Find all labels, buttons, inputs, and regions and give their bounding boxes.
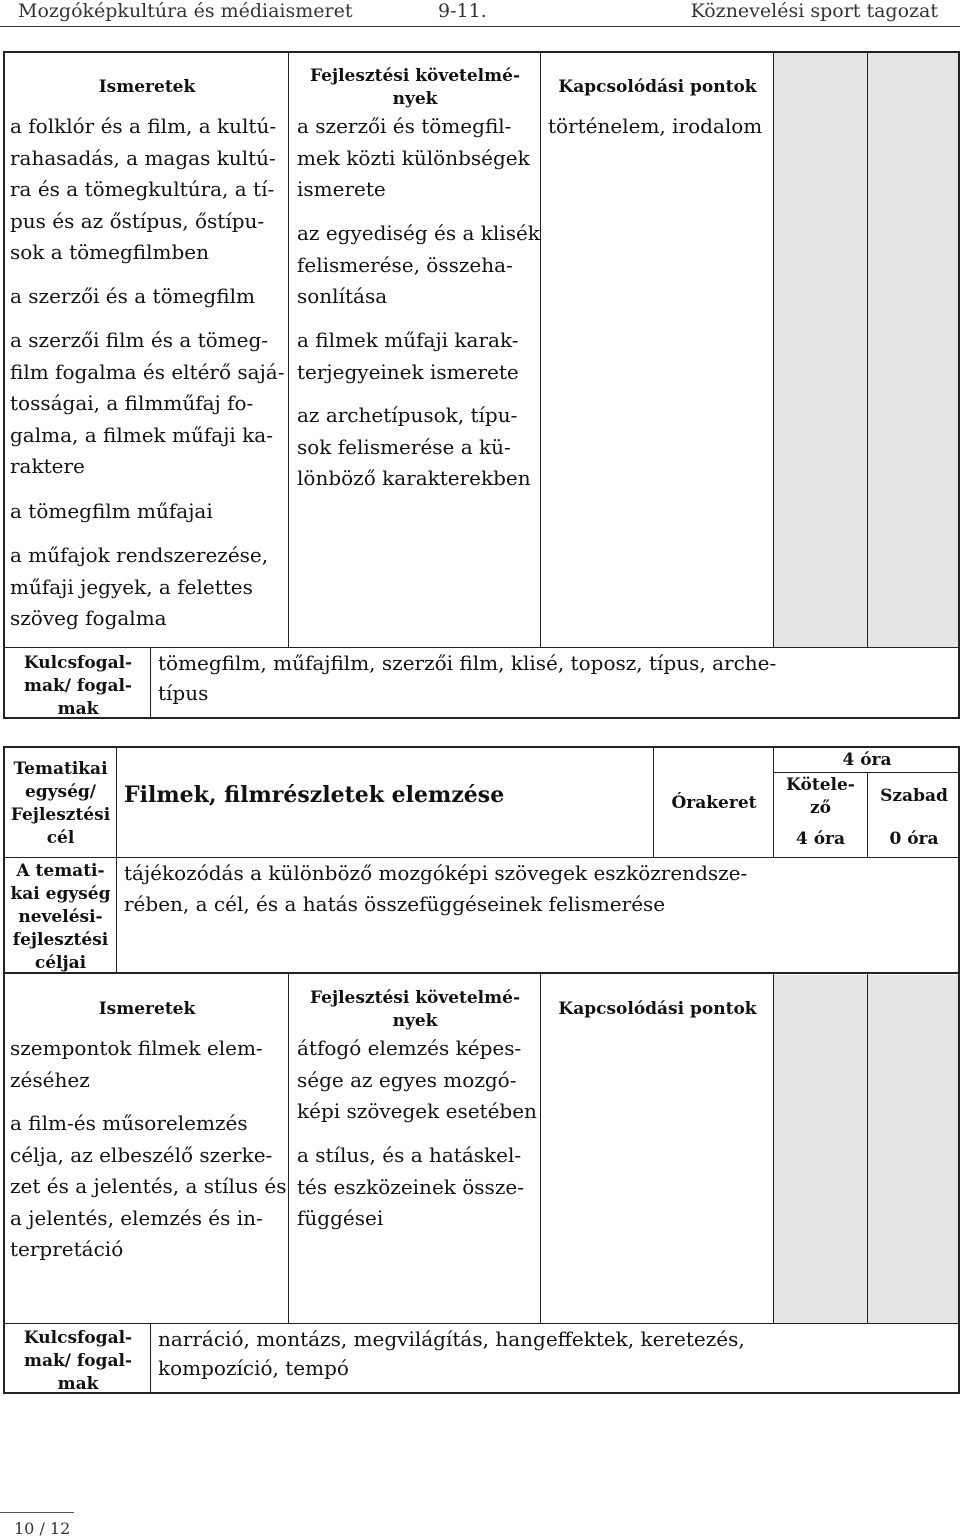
ismeretek-item: a műfajok rendszerezése, műfaji jegyek, a felettes szöveg fogalma bbox=[10, 543, 269, 630]
szabad-hours: 0 óra bbox=[889, 829, 939, 849]
ismeretek-item: a film-és műsorelemzés célja, az elbeszélő szerke- zet és a jelentés, a stílus és a jelentés, elemzés és in- terpretáció bbox=[10, 1111, 287, 1261]
col-header-ismeretek: Ismeretek bbox=[98, 999, 196, 1019]
col-header-kapcsolodasi: Kapcsolódási pontok bbox=[558, 77, 757, 97]
fejlesztesi-item: az archetípusok, típu- sok felismerése a kü- lönböző karakterekben bbox=[297, 403, 531, 490]
ismeretek-item: a szerzői film és a tömeg- film fogalma és eltérő sajá- tosságai, a filmműfaj fo- galma, a filmek műfaji ka- raktere bbox=[10, 328, 285, 478]
col-header-fejlesztesi: Fejlesztési követelmé- nyek bbox=[309, 66, 521, 109]
tematikai-label: Tematikai egység/ Fejlesztési cél bbox=[10, 759, 111, 848]
total-hours: 4 óra bbox=[842, 750, 892, 770]
kotelezo-label: Kötele- ző bbox=[786, 775, 855, 818]
header-subject: Mozgóképkultúra és médiaismeret bbox=[18, 0, 353, 22]
kulcsfogalmak-label: Kulcsfogal- mak/ fogal- mak bbox=[23, 653, 133, 719]
kulcsfogalmak-value: narráció, montázs, megvilágítás, hangeffektek, keretezés, kompozíció, tempó bbox=[158, 1327, 745, 1380]
col-header-kapcsolodasi: Kapcsolódási pontok bbox=[558, 999, 757, 1019]
celjai-label: A temati- kai egység nevelési- fejlesztési céljai bbox=[10, 861, 111, 973]
ismeretek-item: a tömegfilm műfajai bbox=[10, 499, 213, 523]
header-grade: 9-11. bbox=[438, 0, 487, 22]
celjai-value: tájékozódás a különböző mozgóképi szövegek eszközrendsze- rében, a cél, és a hatás összefüggéseinek felismerése bbox=[124, 861, 748, 916]
fejlesztesi-item: a stílus, és a hatáskel- tés eszközeinek össze- függései bbox=[297, 1143, 524, 1230]
ismeretek-item: a folklór és a film, a kultú- rahasadás, a magas kultú- ra és a tömegkultúra, a tí- pus és az őstípus, őstípu- sok a tömegfilmben bbox=[10, 114, 277, 264]
ismeretek-item: a szerzői és a tömegfilm bbox=[10, 284, 255, 308]
kotelezo-hours: 4 óra bbox=[795, 829, 846, 849]
kapcsolodasi-item: történelem, irodalom bbox=[548, 114, 763, 138]
header-track: Köznevelési sport tagozat bbox=[690, 0, 938, 22]
unit-title: Filmek, filmrészletek elemzése bbox=[124, 782, 505, 808]
fejlesztesi-item: a filmek műfaji karak- terjegyeinek ismerete bbox=[297, 328, 519, 384]
ismeretek-item: szempontok filmek elem- zéséhez bbox=[10, 1036, 263, 1092]
col-header-ismeretek: Ismeretek bbox=[98, 77, 196, 97]
kulcsfogalmak-label: Kulcsfogal- mak/ fogal- mak bbox=[23, 1328, 133, 1394]
page-number: 10 / 12 bbox=[14, 1519, 71, 1538]
fejlesztesi-item: a szerzői és tömegfil- mek közti különbségek ismerete bbox=[297, 114, 530, 201]
col-header-fejlesztesi: Fejlesztési követelmé- nyek bbox=[309, 988, 521, 1031]
fejlesztesi-item: az egyediség és a klisék felismerése, összeha- sonlítása bbox=[297, 221, 540, 308]
kulcsfogalmak-value: tömegfilm, műfajfilm, szerzői film, klisé, toposz, típus, arche- típus bbox=[158, 651, 777, 705]
szabad-label: Szabad bbox=[880, 786, 948, 806]
fejlesztesi-item: átfogó elemzés képes- sége az egyes mozgó- képi szövegek esetében bbox=[297, 1036, 537, 1123]
orakeret-label: Órakeret bbox=[671, 793, 757, 813]
